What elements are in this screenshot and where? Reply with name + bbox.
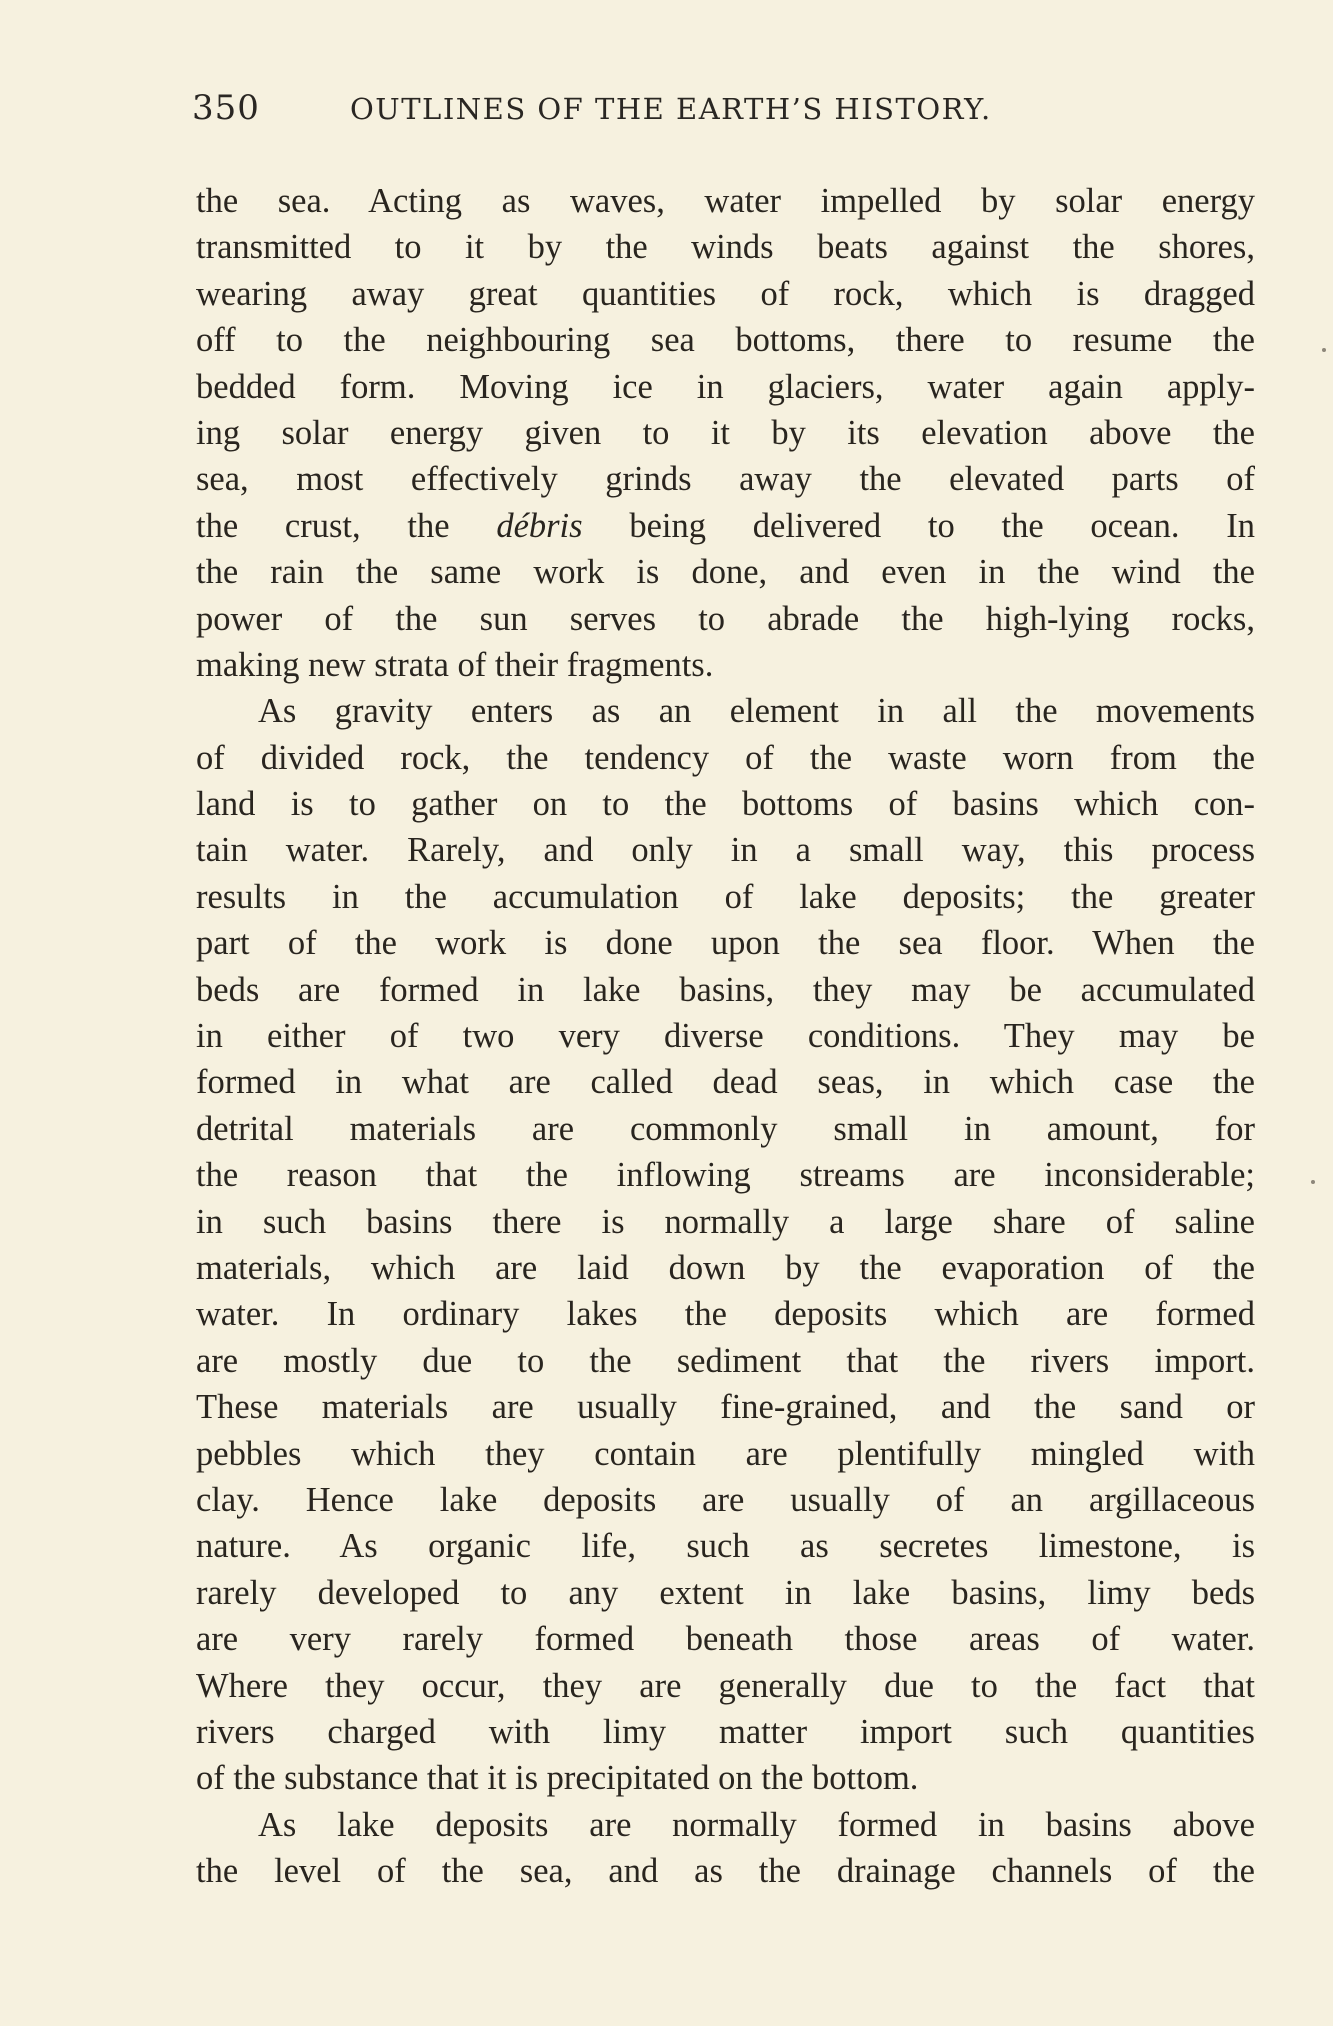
- text-line: the rain the same work is done, and even in the wind the: [196, 553, 1255, 592]
- text-line: part of the work is done upon the sea floor. When the: [196, 924, 1255, 963]
- text-line: land is to gather on to the bottoms of basins which con-: [196, 785, 1255, 824]
- text-line: As gravity enters as an element in all the movements: [258, 692, 1255, 731]
- text-line: As lake deposits are normally formed in basins above: [258, 1805, 1255, 1844]
- text-line: off to the neighbouring sea bottoms, there to resume the: [196, 321, 1255, 360]
- text-line: transmitted to it by the winds beats against the shores,: [196, 228, 1255, 267]
- running-head: OUTLINES OF THE EARTH’S HISTORY.: [350, 92, 992, 126]
- text-line: the crust, the débris being delivered to the ocean. In: [196, 506, 1255, 545]
- text-line: tain water. Rarely, and only in a small way, this process: [196, 831, 1255, 870]
- text-line: the sea. Acting as waves, water impelled by solar energy: [196, 182, 1255, 220]
- text-line: formed in what are called dead seas, in which case the: [196, 1063, 1255, 1102]
- italic-word: débris: [496, 506, 583, 545]
- body-text: [196, 178, 1255, 1894]
- text-line: Where they occur, they are generally due to the fact that: [196, 1666, 1255, 1705]
- text-line: nature. As organic life, such as secretes limestone, is: [196, 1527, 1255, 1566]
- text-line: in either of two very diverse conditions. They may be: [196, 1017, 1255, 1056]
- text-line: materials, which are laid down by the evaporation of the: [196, 1248, 1255, 1287]
- text-line: of the substance that it is precipitated on the bottom.: [196, 1759, 919, 1798]
- text-line: bedded form. Moving ice in glaciers, water again apply-: [196, 367, 1255, 406]
- text-line: in such basins there is normally a large share of saline: [196, 1202, 1255, 1241]
- text-line: detrital materials are commonly small in amount, for: [196, 1109, 1255, 1148]
- scan-speck: [1311, 1180, 1315, 1184]
- text-line: of divided rock, the tendency of the waste worn from the: [196, 738, 1255, 777]
- text-line: beds are formed in lake basins, they may be accumulated: [196, 970, 1255, 1009]
- text-line: clay. Hence lake deposits are usually of an argillaceous: [196, 1480, 1255, 1519]
- text-line: rivers charged with limy matter import such quantities: [196, 1712, 1255, 1751]
- page-header: [192, 88, 1252, 138]
- page-number: 350: [192, 88, 260, 128]
- text-line: water. In ordinary lakes the deposits which are formed: [196, 1295, 1255, 1334]
- scan-speck: [1322, 348, 1326, 352]
- text-line: the reason that the inflowing streams are inconsiderable;: [196, 1156, 1255, 1195]
- text-line: results in the accumulation of lake deposits; the greater: [196, 877, 1255, 916]
- text-line: These materials are usually fine-grained, and the sand or: [196, 1388, 1255, 1427]
- text-line: wearing away great quantities of rock, which is dragged: [196, 274, 1255, 313]
- text-line: pebbles which they contain are plentifully mingled with: [196, 1434, 1255, 1473]
- text-line: rarely developed to any extent in lake basins, limy beds: [196, 1573, 1255, 1612]
- text-line: the level of the sea, and as the drainage channels of the: [196, 1852, 1255, 1891]
- text-line: sea, most effectively grinds away the elevated parts of: [196, 460, 1255, 499]
- text-line: power of the sun serves to abrade the high-lying rocks,: [196, 599, 1255, 638]
- text-line: ing solar energy given to it by its elevation above the: [196, 413, 1255, 452]
- text-line: are very rarely formed beneath those areas of water.: [196, 1620, 1255, 1659]
- text-line: making new strata of their fragments.: [196, 645, 714, 684]
- text-line: are mostly due to the sediment that the rivers import.: [196, 1341, 1255, 1380]
